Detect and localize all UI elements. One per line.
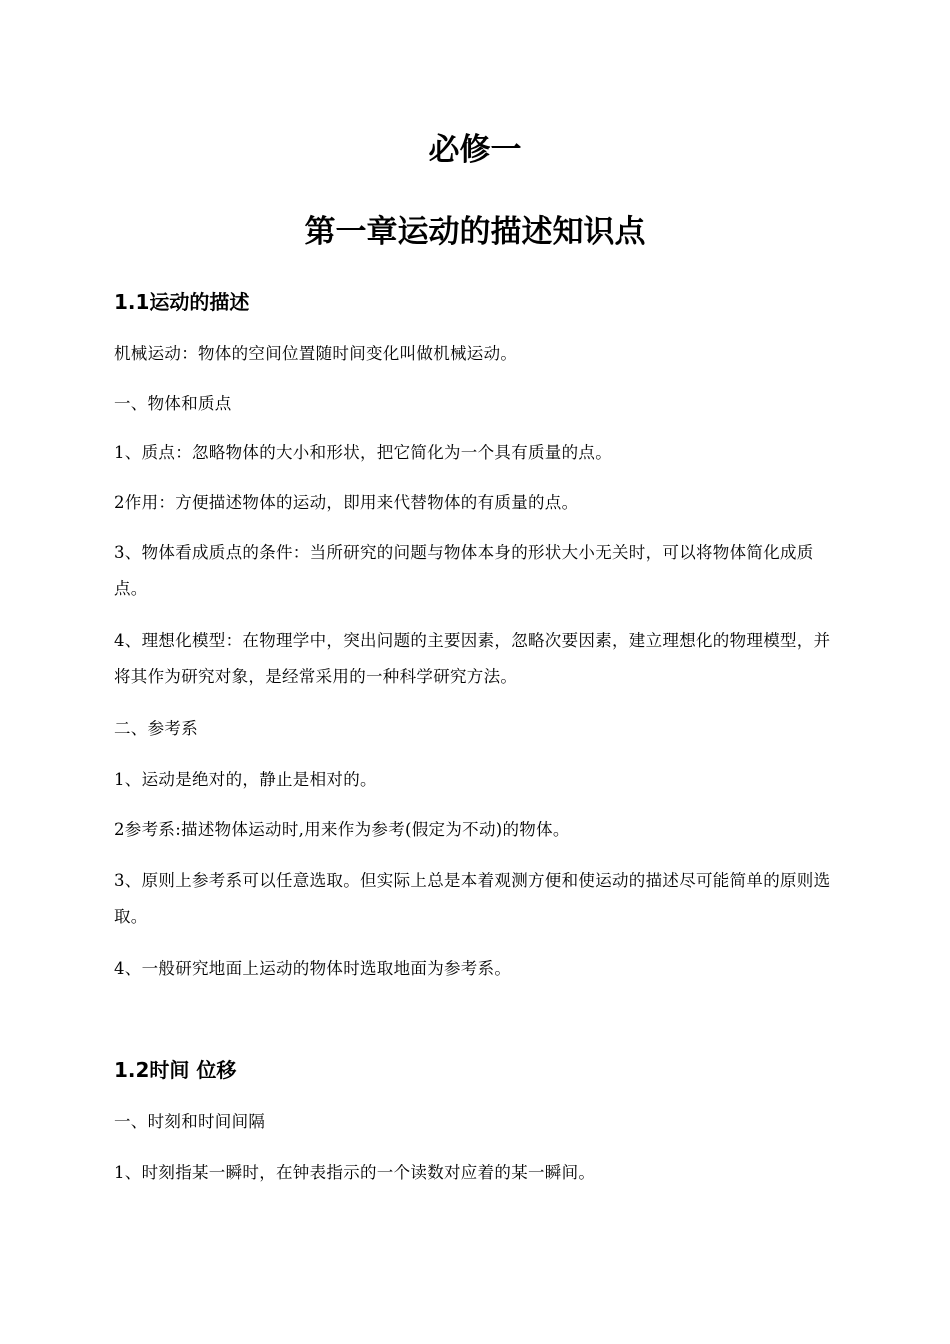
- paragraph-reference-frame-choice: 3、原则上参考系可以任意选取。但实际上总是本着观测方便和使运动的描述尽可能简单的原则选取。: [114, 871, 831, 926]
- paragraph-heading-moment-interval: 一、时刻和时间间隔: [114, 1112, 266, 1131]
- chapter-title: 第一章运动的描述知识点: [304, 214, 646, 250]
- paragraph-moment-definition: 1、时刻指某一瞬时，在钟表指示的一个读数对应着的某一瞬间。: [114, 1163, 596, 1182]
- paragraph-mechanical-motion: 机械运动：物体的空间位置随时间变化叫做机械运动。: [114, 344, 518, 363]
- section-heading-1-2: 1.2时间 位移: [114, 1058, 237, 1082]
- paragraph-reference-frame-definition: 2参考系:描述物体运动时,用来作为参考(假定为不动)的物体。: [114, 820, 570, 839]
- paragraph-particle-purpose: 2作用：方便描述物体的运动，即用来代替物体的有质量的点。: [114, 493, 579, 512]
- paragraph-ideal-model: 4、理想化模型：在物理学中，突出问题的主要因素，忽略次要因素，建立理想化的物理模型，并将其作为研究对象，是经常采用的一种科学研究方法。: [114, 631, 831, 686]
- paragraph-heading-object-particle: 一、物体和质点: [114, 394, 232, 413]
- paragraph-particle-condition: 3、物体看成质点的条件：当所研究的问题与物体本身的形状大小无关时，可以将物体简化成质点。: [114, 543, 814, 598]
- paragraph-heading-reference-frame: 二、参考系: [114, 719, 198, 738]
- document-title: 必修一: [428, 132, 522, 168]
- paragraph-ground-reference: 4、一般研究地面上运动的物体时选取地面为参考系。: [114, 959, 512, 978]
- paragraph-particle-definition: 1、质点：忽略物体的大小和形状，把它简化为一个具有质量的点。: [114, 443, 612, 462]
- paragraph-motion-absolute: 1、运动是绝对的，静止是相对的。: [114, 770, 377, 789]
- section-heading-1-1: 1.1运动的描述: [114, 290, 250, 314]
